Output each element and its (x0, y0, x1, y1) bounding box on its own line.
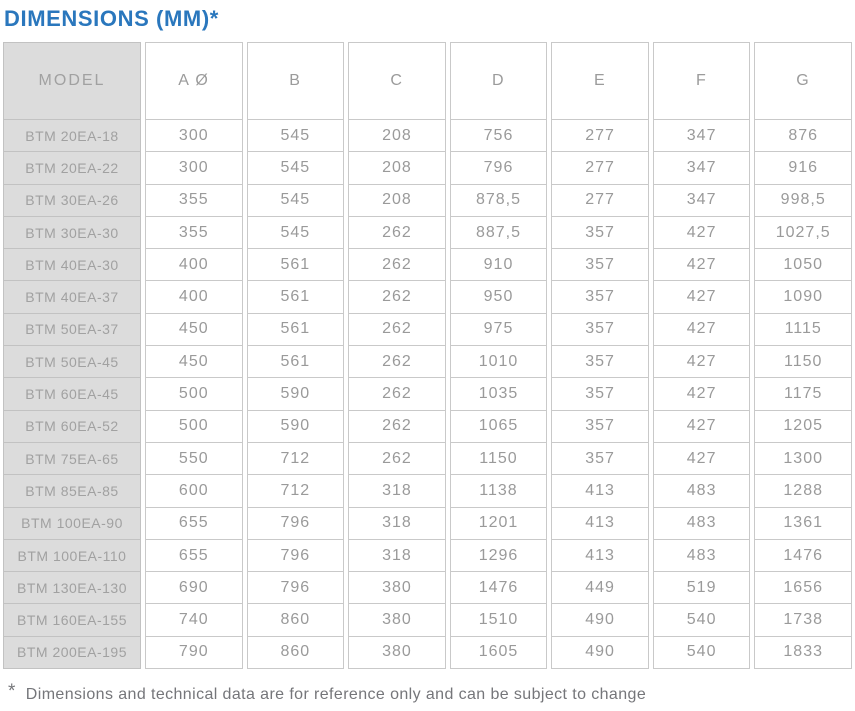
value-cell: 347 (654, 151, 750, 183)
model-cell: BTM 30EA-30 (4, 216, 140, 248)
value-cell: 483 (654, 474, 750, 506)
value-cell: 540 (654, 603, 750, 635)
data-column (247, 42, 345, 669)
value-cell: 887,5 (451, 216, 547, 248)
value-cell: 545 (248, 216, 344, 248)
value-cell: 413 (552, 474, 648, 506)
value-cell: 1605 (451, 636, 547, 668)
value-cell: 1361 (755, 507, 851, 539)
value-cell: 950 (451, 280, 547, 312)
value-cell: 427 (654, 442, 750, 474)
value-cell: 655 (146, 507, 242, 539)
value-cell: 1201 (451, 507, 547, 539)
model-cell: BTM 100EA-110 (4, 539, 140, 571)
value-cell: 450 (146, 345, 242, 377)
value-cell: 910 (451, 248, 547, 280)
value-cell: 540 (654, 636, 750, 668)
value-cell: 1833 (755, 636, 851, 668)
data-column (348, 42, 446, 669)
data-column (145, 42, 243, 669)
model-cell: BTM 20EA-18 (4, 119, 140, 151)
column-header-cell: C (390, 72, 404, 89)
data-column (551, 42, 649, 669)
value-cell: 277 (552, 119, 648, 151)
value-cell: 490 (552, 603, 648, 635)
column-header-cell: G (796, 72, 811, 89)
value-cell: 550 (146, 442, 242, 474)
value-cell: 561 (248, 280, 344, 312)
value-cell: 413 (552, 507, 648, 539)
value-cell: 860 (248, 603, 344, 635)
value-cell: 380 (349, 636, 445, 668)
value-cell: 427 (654, 313, 750, 345)
value-cell: 740 (146, 603, 242, 635)
value-cell: 1138 (451, 474, 547, 506)
column-header-cell: B (289, 72, 302, 89)
column-header-cell: MODEL (38, 72, 106, 89)
model-cell: BTM 50EA-37 (4, 313, 140, 345)
value-cell: 500 (146, 410, 242, 442)
model-cell: BTM 85EA-85 (4, 474, 140, 506)
value-cell: 860 (248, 636, 344, 668)
value-cell: 1510 (451, 603, 547, 635)
value-cell: 490 (552, 636, 648, 668)
value-cell: 357 (552, 345, 648, 377)
value-cell: 1010 (451, 345, 547, 377)
value-cell: 1656 (755, 571, 851, 603)
value-cell: 1476 (451, 571, 547, 603)
value-cell: 1027,5 (755, 216, 851, 248)
model-cell: BTM 20EA-22 (4, 151, 140, 183)
value-cell: 208 (349, 119, 445, 151)
value-cell: 427 (654, 248, 750, 280)
model-column (3, 42, 141, 669)
value-cell: 796 (248, 571, 344, 603)
value-cell: 427 (654, 345, 750, 377)
value-cell: 690 (146, 571, 242, 603)
value-cell: 590 (248, 377, 344, 409)
value-cell: 318 (349, 539, 445, 571)
value-cell: 262 (349, 442, 445, 474)
value-cell: 262 (349, 313, 445, 345)
value-cell: 262 (349, 410, 445, 442)
value-cell: 427 (654, 216, 750, 248)
model-cell: BTM 30EA-26 (4, 184, 140, 216)
value-cell: 519 (654, 571, 750, 603)
value-cell: 400 (146, 280, 242, 312)
value-cell: 790 (146, 636, 242, 668)
value-cell: 262 (349, 345, 445, 377)
model-cell: BTM 40EA-37 (4, 280, 140, 312)
value-cell: 450 (146, 313, 242, 345)
model-cell: BTM 200EA-195 (4, 636, 140, 668)
value-cell: 300 (146, 151, 242, 183)
footnote-text: Dimensions and technical data are for reference only and can be subject to change (25, 686, 647, 704)
value-cell: 796 (248, 507, 344, 539)
footnote (8, 681, 855, 705)
value-cell: 355 (146, 184, 242, 216)
column-header-cell: A Ø (178, 72, 210, 89)
model-cell: BTM 75EA-65 (4, 442, 140, 474)
value-cell: 357 (552, 280, 648, 312)
value-cell: 357 (552, 410, 648, 442)
page-title: DIMENSIONS (MM)* (4, 6, 219, 31)
model-cell: BTM 40EA-30 (4, 248, 140, 280)
value-cell: 1035 (451, 377, 547, 409)
value-cell: 357 (552, 377, 648, 409)
data-column (450, 42, 548, 669)
value-cell: 208 (349, 151, 445, 183)
value-cell: 400 (146, 248, 242, 280)
value-cell: 600 (146, 474, 242, 506)
data-column (754, 42, 852, 669)
value-cell: 561 (248, 248, 344, 280)
value-cell: 1175 (755, 377, 851, 409)
value-cell: 545 (248, 151, 344, 183)
value-cell: 500 (146, 377, 242, 409)
model-cell: BTM 130EA-130 (4, 571, 140, 603)
value-cell: 318 (349, 507, 445, 539)
value-cell: 1300 (755, 442, 851, 474)
column-header-cell: D (491, 72, 506, 89)
model-cell: BTM 60EA-45 (4, 377, 140, 409)
value-cell: 545 (248, 119, 344, 151)
value-cell: 318 (349, 474, 445, 506)
model-cell: BTM 60EA-52 (4, 410, 140, 442)
value-cell: 357 (552, 248, 648, 280)
value-cell: 1288 (755, 474, 851, 506)
value-cell: 277 (552, 184, 648, 216)
value-cell: 876 (755, 119, 851, 151)
value-cell: 756 (451, 119, 547, 151)
model-cell: BTM 160EA-155 (4, 603, 140, 635)
value-cell: 561 (248, 345, 344, 377)
value-cell: 1476 (755, 539, 851, 571)
value-cell: 483 (654, 507, 750, 539)
value-cell: 277 (552, 151, 648, 183)
value-cell: 796 (451, 151, 547, 183)
value-cell: 380 (349, 571, 445, 603)
value-cell: 427 (654, 280, 750, 312)
value-cell: 427 (654, 410, 750, 442)
value-cell: 347 (654, 119, 750, 151)
value-cell: 655 (146, 539, 242, 571)
value-cell: 1738 (755, 603, 851, 635)
value-cell: 545 (248, 184, 344, 216)
value-cell: 413 (552, 539, 648, 571)
value-cell: 590 (248, 410, 344, 442)
value-cell: 796 (248, 539, 344, 571)
value-cell: 1296 (451, 539, 547, 571)
value-cell: 355 (146, 216, 242, 248)
value-cell: 712 (248, 442, 344, 474)
value-cell: 262 (349, 216, 445, 248)
model-cell: BTM 100EA-90 (4, 507, 140, 539)
value-cell: 561 (248, 313, 344, 345)
value-cell: 1090 (755, 280, 851, 312)
value-cell: 1150 (755, 345, 851, 377)
column-header-cell: E (593, 72, 607, 89)
value-cell: 1205 (755, 410, 851, 442)
value-cell: 357 (552, 216, 648, 248)
model-cell: BTM 50EA-45 (4, 345, 140, 377)
value-cell: 262 (349, 377, 445, 409)
footnote-marker: * (8, 681, 16, 703)
value-cell: 262 (349, 280, 445, 312)
value-cell: 300 (146, 119, 242, 151)
dimensions-table (3, 42, 852, 669)
value-cell: 208 (349, 184, 445, 216)
value-cell: 262 (349, 248, 445, 280)
value-cell: 878,5 (451, 184, 547, 216)
value-cell: 1050 (755, 248, 851, 280)
value-cell: 1065 (451, 410, 547, 442)
value-cell: 998,5 (755, 184, 851, 216)
value-cell: 449 (552, 571, 648, 603)
value-cell: 357 (552, 313, 648, 345)
value-cell: 1150 (451, 442, 547, 474)
value-cell: 347 (654, 184, 750, 216)
column-header-cell: F (695, 72, 708, 89)
value-cell: 712 (248, 474, 344, 506)
value-cell: 357 (552, 442, 648, 474)
value-cell: 916 (755, 151, 851, 183)
value-cell: 975 (451, 313, 547, 345)
value-cell: 427 (654, 377, 750, 409)
data-column (653, 42, 751, 669)
value-cell: 380 (349, 603, 445, 635)
value-cell: 1115 (755, 313, 851, 345)
value-cell: 483 (654, 539, 750, 571)
